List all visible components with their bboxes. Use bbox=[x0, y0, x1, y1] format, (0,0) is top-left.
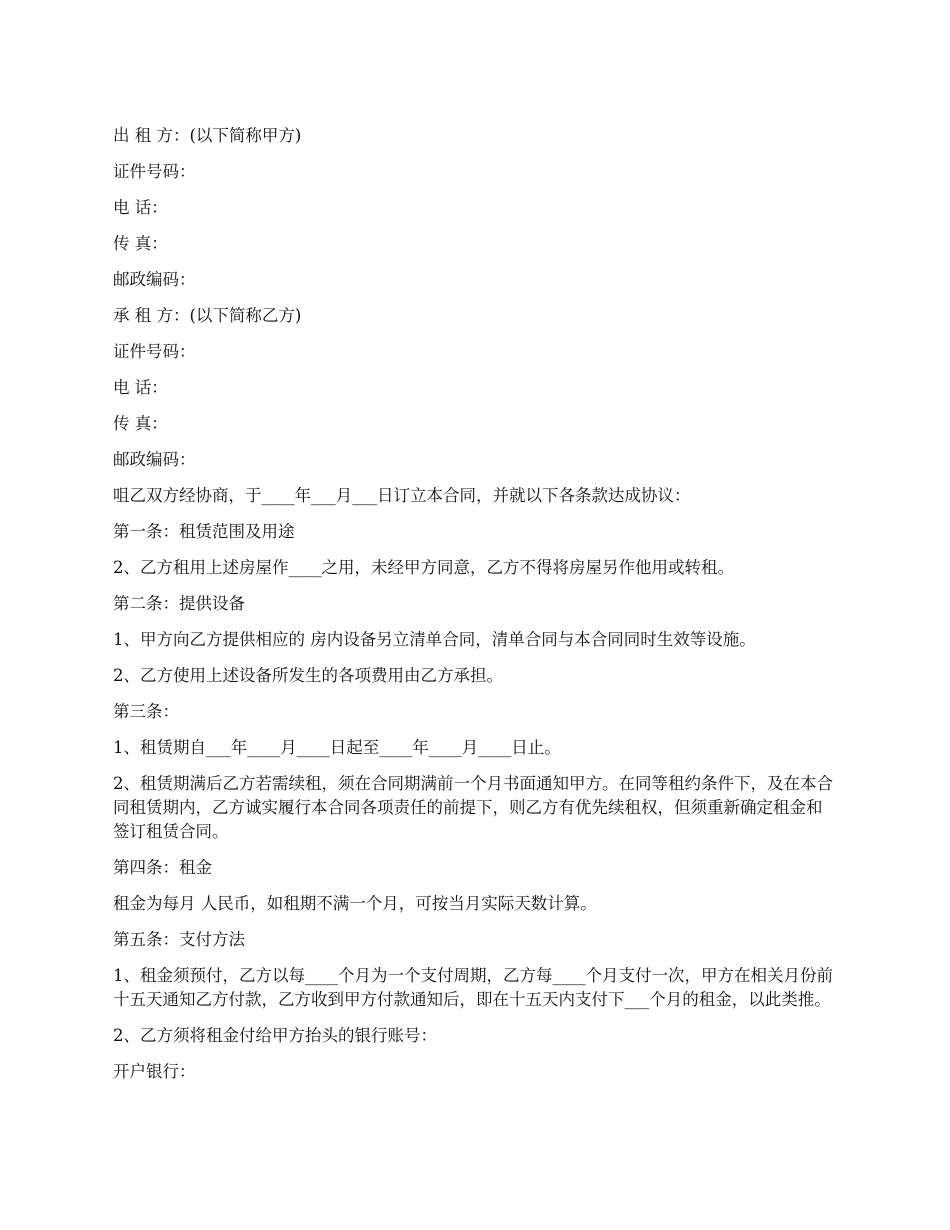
article-3-heading: 第三条： bbox=[113, 702, 179, 721]
lessor-id-number: 证件号码： bbox=[113, 162, 196, 181]
lessor-phone: 电 话： bbox=[113, 198, 168, 217]
lessee-phone: 电 话： bbox=[113, 378, 168, 397]
article-4-heading: 第四条：租金 bbox=[113, 858, 212, 877]
article-5-clause-2: 2、乙方须将租金付给甲方抬头的银行账号： bbox=[113, 1026, 437, 1045]
lessor-fax: 传 真： bbox=[113, 234, 168, 253]
lessor-line: 出 租 方：(以下简称甲方) bbox=[113, 126, 302, 145]
article-5-heading: 第五条：支付方法 bbox=[113, 930, 245, 949]
article-3-clause-1: 1、租赁期自___年____月____日起至____年____月____日止。 bbox=[113, 738, 561, 757]
lessee-id-number: 证件号码： bbox=[113, 342, 196, 361]
lessee-line: 承 租 方：(以下简称乙方) bbox=[113, 306, 302, 325]
bank-name-line: 开户银行： bbox=[113, 1062, 196, 1081]
article-3-clause-2: 2、租赁期满后乙方若需续租，须在合同期满前一个月书面通知甲方。在同等租约条件下，及在本合同租赁期内，乙方诚实履行本合同各项责任的前提下，则乙方有优先续租权，但须重新确定租金和签订租赁合同。 bbox=[113, 774, 833, 841]
article-4-rent-text: 租金为每月 人民币，如租期不满一个月，可按当月实际天数计算。 bbox=[113, 894, 597, 913]
article-5-clause-1: 1、租金须预付，乙方以每____个月为一个支付周期，乙方每____个月支付一次，甲方在相关月份前十五天通知乙方付款，乙方收到甲方付款通知后，即在十五天内支付下___个月的租金，以此类推。 bbox=[113, 966, 833, 1009]
document-body bbox=[113, 124, 835, 1096]
lessor-postal-code: 邮政编码： bbox=[113, 270, 196, 289]
article-2-heading: 第二条：提供设备 bbox=[113, 594, 245, 613]
article-2-clause-2: 2、乙方使用上述设备所发生的各项费用由乙方承担。 bbox=[113, 666, 503, 685]
agreement-intro: 咀乙双方经协商，于____年___月___日订立本合同，并就以下各条款达成协议： bbox=[113, 486, 691, 505]
article-2-clause-1: 1、甲方向乙方提供相应的 房内设备另立清单合同，清单合同与本合同同时生效等设施。 bbox=[113, 630, 756, 649]
lessee-postal-code: 邮政编码： bbox=[113, 450, 196, 469]
article-1-heading: 第一条：租赁范围及用途 bbox=[113, 522, 295, 541]
article-1-clause-2: 2、乙方租用上述房屋作____之用，未经甲方同意，乙方不得将房屋另作他用或转租。 bbox=[113, 558, 734, 577]
lessee-fax: 传 真： bbox=[113, 414, 168, 433]
